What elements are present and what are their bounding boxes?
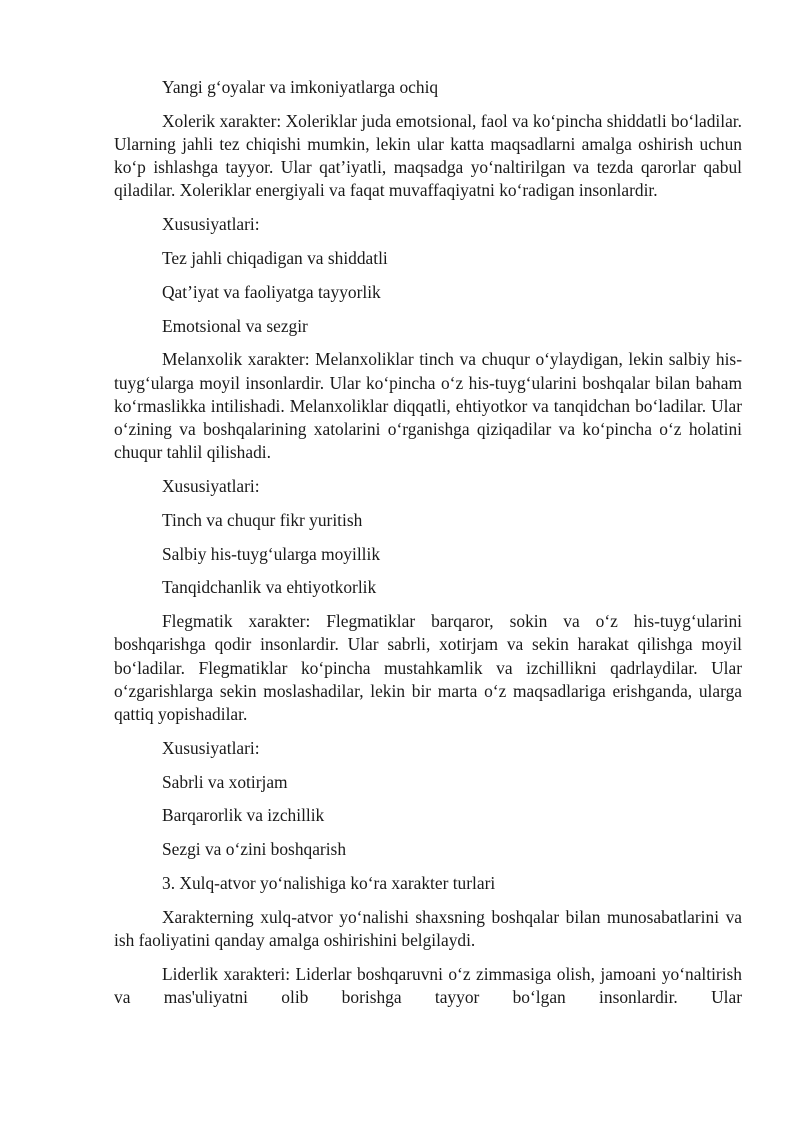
paragraph-2: Xolerik xarakter: Xoleriklar juda emotsional, faol va ko‘pincha shiddatli bo‘ladilar. Ularning jahli tez chiqishi mumkin, lekin ular katta maqsadlarni amalga oshirish uchun ko‘p ishlashga tayyor. Ular qat’iyatli, maqsadga yo‘naltirilgan va tezda qarorlar qabul qiladilar. Xoleriklar energiyali va faqat muvaffaqiyatni ko‘radigan insonlardir.	[114, 110, 742, 201]
paragraph-3: Xususiyatlari:	[162, 214, 260, 235]
paragraph-8: Xususiyatlari:	[162, 476, 260, 496]
paragraph-12: Flegmatik xarakter: Flegmatiklar barqaror, sokin va o‘z his-tuyg‘ularini boshqarishga qodir insonlardir. Ular sabrli, xotirjam va sekin harakat qilishga moyil bo‘ladilar. Flegmatiklar ko‘pincha mustahkamlik va izchillikni qadrlaydilar. Ular o‘zgarishlarga sekin moslashadilar, lekin bir marta o‘z maqsadlariga erishganda, ularga qattiq yopishadilar.	[114, 611, 742, 724]
paragraph-16: Sezgi va o‘zini boshqarish	[162, 839, 347, 860]
section-heading: 3. Xulq-atvor yo‘nalishiga ko‘ra xarakter turlari	[162, 872, 496, 893]
paragraph-14: Sabrli va xotirjam	[162, 771, 288, 792]
paragraph-6: Emotsional va sezgir	[162, 315, 308, 336]
paragraph-4: Tez jahli chiqadigan va shiddatli	[162, 248, 388, 268]
paragraph-9: Tinch va chuqur fikr yuritish	[162, 509, 363, 530]
paragraph-18: Xarakterning xulq-atvor yo‘nalishi shaxsning boshqalar bilan munosabatlarini va ish faoliyatini qanday amalga oshirishini belgilaydi.	[114, 906, 742, 950]
paragraph-1: Yangi g‘oyalar va imkoniyatlarga ochiq	[162, 77, 439, 97]
paragraph-19: Liderlik xarakteri: Liderlar boshqaruvni o‘z zimmasiga olish, jamoani yo‘naltirish va mas'uliyatni olib borishga tayyor bo‘lgan insonlardir. Ular	[114, 963, 742, 1007]
paragraph-15: Barqarorlik va izchillik	[162, 805, 325, 826]
paragraph-11: Tanqidchanlik va ehtiyotkorlik	[162, 577, 377, 598]
paragraph-5: Qat’iyat va faoliyatga tayyorlik	[162, 281, 381, 302]
paragraph-13: Xususiyatlari:	[162, 737, 260, 758]
paragraph-7: Melanxolik xarakter: Melanxoliklar tinch va chuqur o‘ylaydigan, lekin salbiy his-tuyg‘ularga moyil insonlardir. Ular ko‘pincha o‘z his-tuyg‘ularini boshqalar bilan baham ko‘rmaslikka intilishadi. Melanxoliklar diqqatli, ehtiyotkor va tanqidchan bo‘ladilar. Ular o‘zining va boshqalarining xatolarini o‘rganishga qiziqadilar va ko‘pincha o‘z holatini chuqur tahlil qilishadi.	[114, 349, 742, 463]
paragraph-10: Salbiy his-tuyg‘ularga moyillik	[162, 543, 381, 564]
document-page	[114, 76, 742, 1020]
